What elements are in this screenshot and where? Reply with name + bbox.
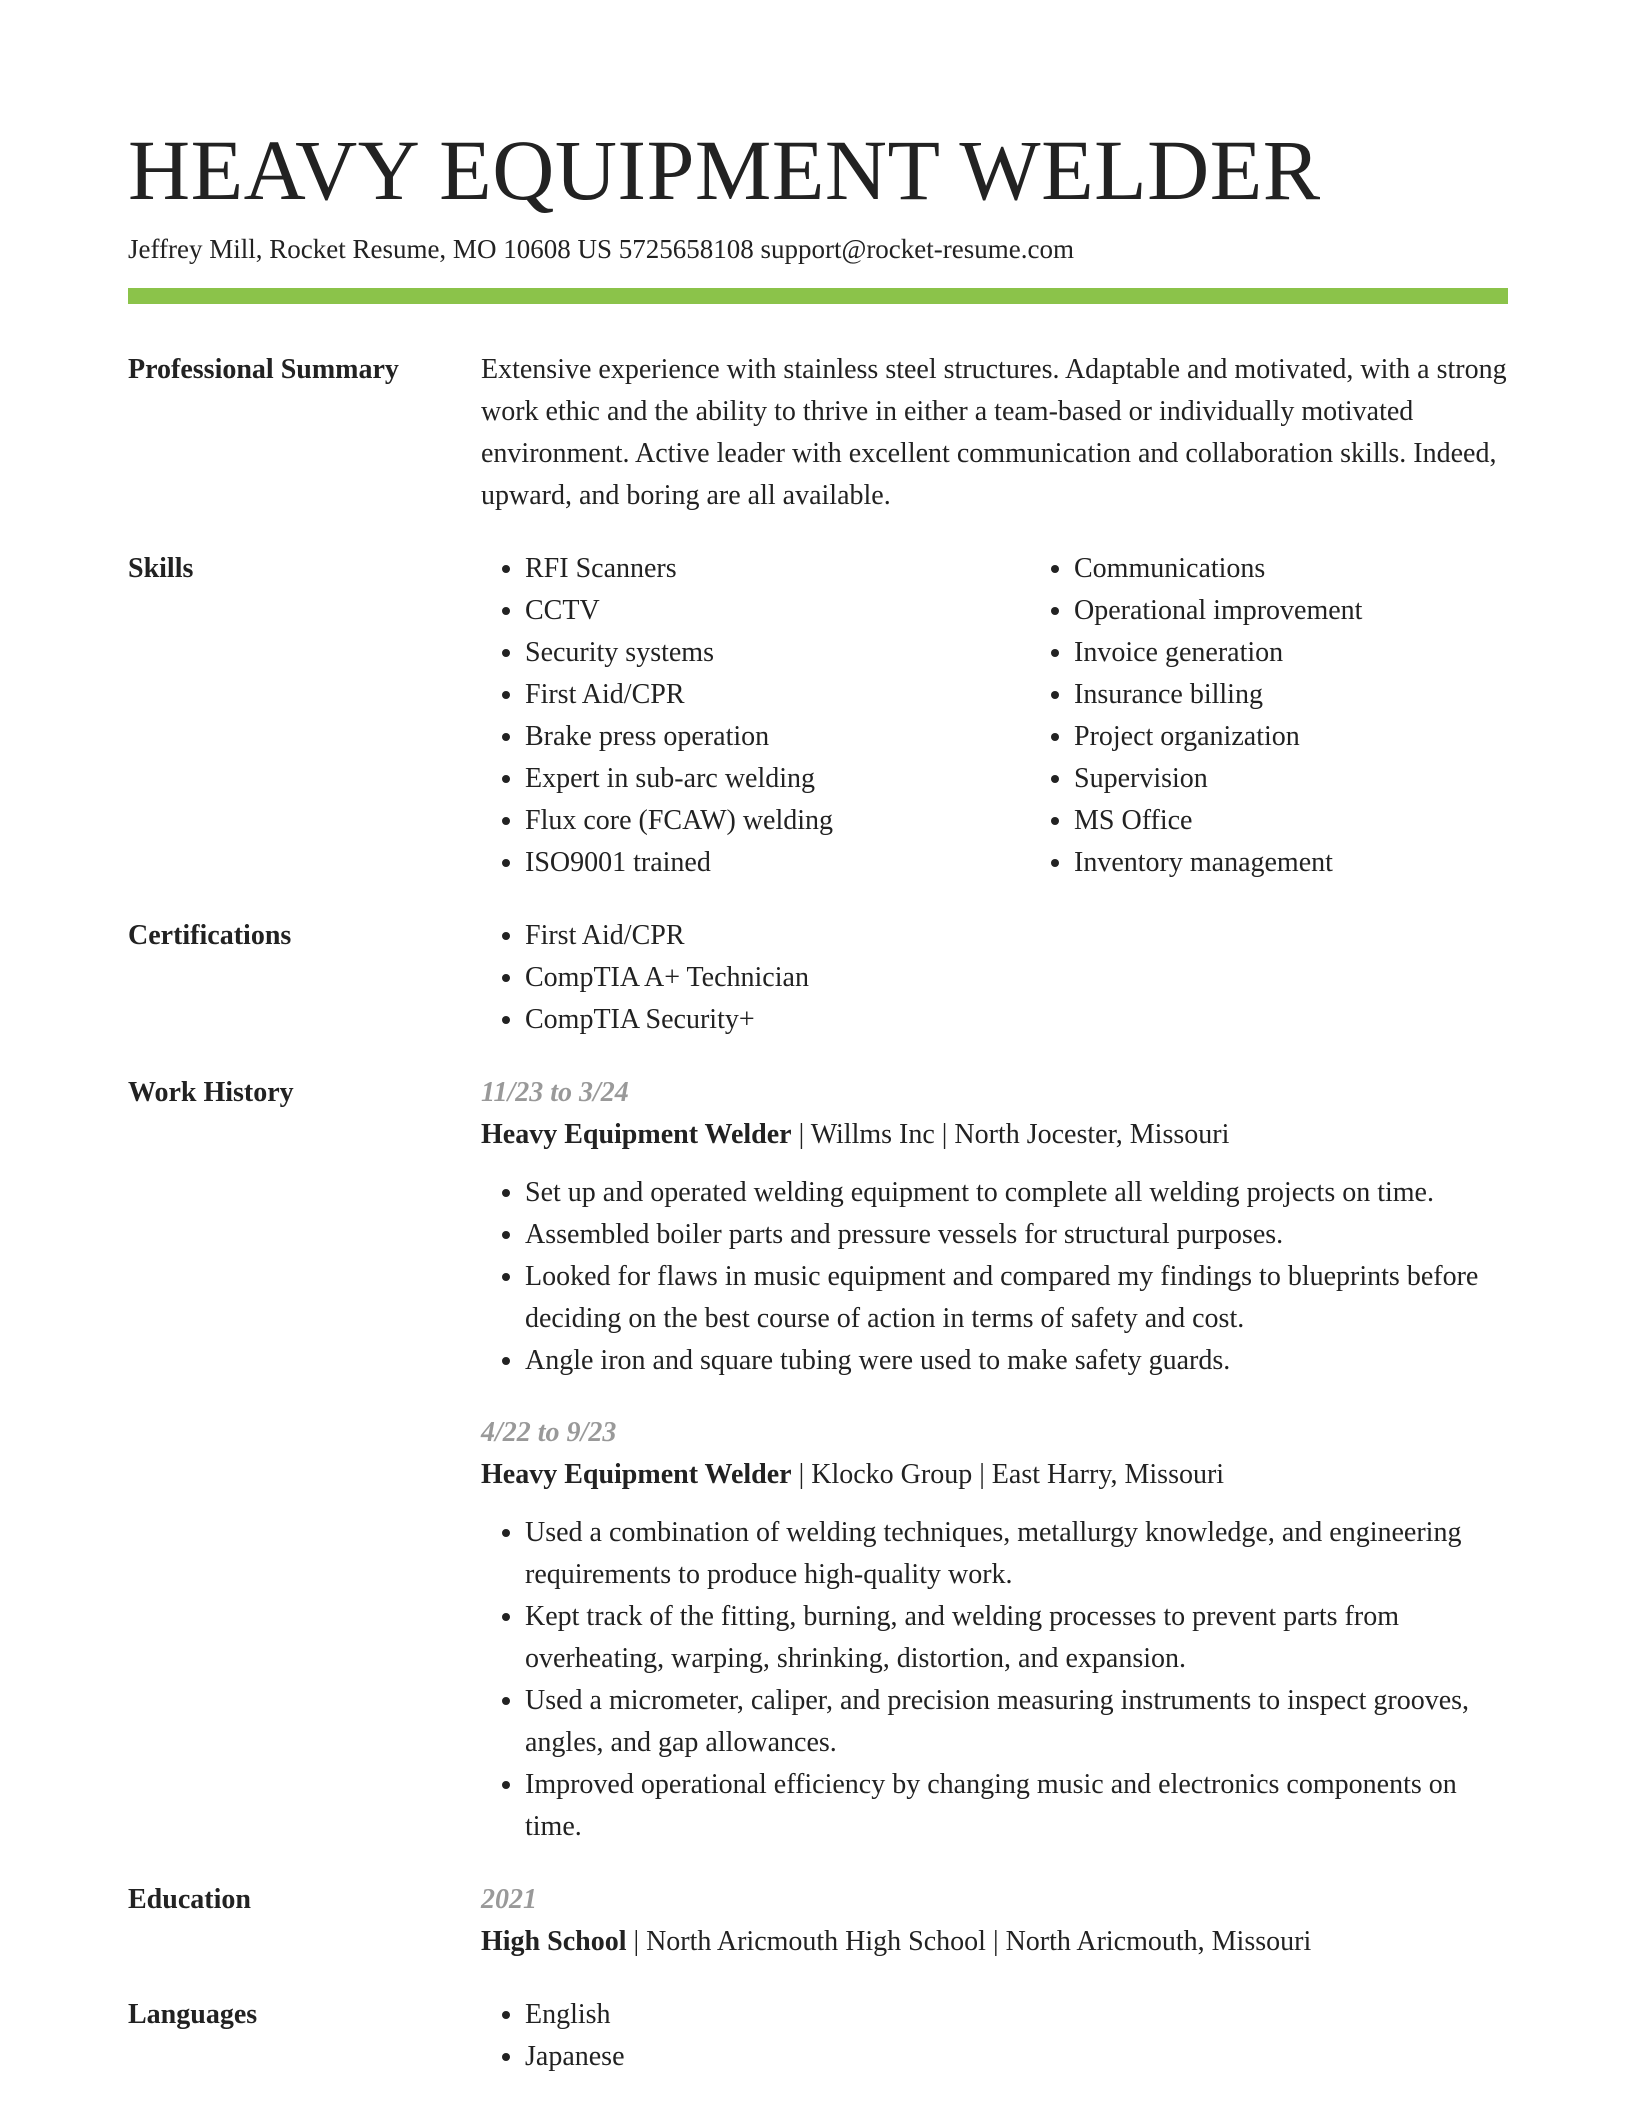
certifications-list xyxy=(481,915,1508,1041)
job-heading xyxy=(481,1454,1508,1496)
job-bullets xyxy=(481,1512,1508,1848)
job-heading xyxy=(481,1114,1508,1156)
resume-page xyxy=(128,120,1508,2078)
section-label-certifications: Certifications xyxy=(128,920,292,951)
certification-item: • CompTIA A+ Technician xyxy=(525,957,1508,999)
education-degree: High School xyxy=(481,1926,627,1957)
skill-item: • Communications xyxy=(1074,548,1579,590)
job-bullet: • Assembled boiler parts and pressure vessels for structural purposes. xyxy=(525,1214,1508,1256)
skills-column-2 xyxy=(1030,548,1579,884)
skill-item: • Expert in sub-arc welding xyxy=(525,758,1030,800)
job-entry xyxy=(481,1412,1508,1848)
job-dates: 4/22 to 9/23 xyxy=(481,1417,617,1448)
job-entry xyxy=(481,1072,1508,1382)
education-section xyxy=(128,1879,1508,1963)
job-bullet: • Used a micrometer, caliper, and precision measuring instruments to inspect grooves, angles, and gap allowances. xyxy=(525,1680,1508,1764)
work-entries xyxy=(481,1072,1508,1848)
education-entry xyxy=(481,1879,1508,1963)
skills-section xyxy=(128,548,1508,884)
section-label-work: Work History xyxy=(128,1077,294,1108)
skill-item: • ISO9001 trained xyxy=(525,842,1030,884)
language-item: • Japanese xyxy=(525,2036,1508,2078)
languages-section xyxy=(128,1994,1508,2078)
summary-text: Extensive experience with stainless steel structures. Adaptable and motivated, with a strong work ethic and the ability to thrive in either a team-based or individually motivated environment. Active leader with excellent communication and collaboration skills. Indeed, upward, and boring are all available. xyxy=(481,354,1507,511)
job-bullet: • Improved operational efficiency by changing music and electronics components on time. xyxy=(525,1764,1508,1848)
job-bullet: • Angle iron and square tubing were used to make safety guards. xyxy=(525,1340,1508,1382)
skill-item: • Security systems xyxy=(525,632,1030,674)
job-dates: 11/23 to 3/24 xyxy=(481,1077,629,1108)
section-label-languages: Languages xyxy=(128,1999,258,2030)
job-bullet: • Used a combination of welding techniques, metallurgy knowledge, and engineering requirements to produce high-quality work. xyxy=(525,1512,1508,1596)
skill-item: • Project organization xyxy=(1074,716,1579,758)
skill-item: • CCTV xyxy=(525,590,1030,632)
job-title: Heavy Equipment Welder xyxy=(481,1119,792,1150)
skill-item: • Supervision xyxy=(1074,758,1579,800)
skill-item: • Insurance billing xyxy=(1074,674,1579,716)
skill-item: • Flux core (FCAW) welding xyxy=(525,800,1030,842)
education-year: 2021 xyxy=(481,1884,537,1915)
skill-item: • MS Office xyxy=(1074,800,1579,842)
certification-item: • CompTIA Security+ xyxy=(525,999,1508,1041)
section-label-skills: Skills xyxy=(128,553,194,584)
skill-item: • Operational improvement xyxy=(1074,590,1579,632)
job-bullet: • Set up and operated welding equipment to complete all welding projects on time. xyxy=(525,1172,1508,1214)
languages-list xyxy=(481,1994,1508,2078)
contact-line: Jeffrey Mill, Rocket Resume, MO 10608 US 5725658108 support@rocket-resume.com xyxy=(128,234,1074,264)
work-section xyxy=(128,1072,1508,1848)
skill-item: • RFI Scanners xyxy=(525,548,1030,590)
section-label-summary: Professional Summary xyxy=(128,354,399,385)
job-bullets xyxy=(481,1172,1508,1382)
certifications-section xyxy=(128,915,1508,1041)
job-details: | Klocko Group | East Harry, Missouri xyxy=(791,1459,1225,1490)
language-item: • English xyxy=(525,1994,1508,2036)
skills-grid xyxy=(481,548,1579,884)
skills-column-1 xyxy=(481,548,1030,884)
section-label-education: Education xyxy=(128,1884,251,1915)
job-bullet: • Looked for flaws in music equipment and compared my findings to blueprints before deciding on the best course of action in terms of safety and cost. xyxy=(525,1256,1508,1340)
skill-item: • Invoice generation xyxy=(1074,632,1579,674)
header-divider xyxy=(128,288,1508,304)
skill-item: • First Aid/CPR xyxy=(525,674,1030,716)
summary-section xyxy=(128,349,1508,517)
education-details: | North Aricmouth High School | North Aricmouth, Missouri xyxy=(626,1926,1312,1957)
job-title: Heavy Equipment Welder xyxy=(481,1459,792,1490)
skill-item: • Brake press operation xyxy=(525,716,1030,758)
resume-title: HEAVY EQUIPMENT WELDER xyxy=(128,122,1321,218)
certification-item: • First Aid/CPR xyxy=(525,915,1508,957)
job-bullet: • Kept track of the fitting, burning, and welding processes to prevent parts from overheating, warping, shrinking, distortion, and expansion. xyxy=(525,1596,1508,1680)
skill-item: • Inventory management xyxy=(1074,842,1579,884)
job-details: | Willms Inc | North Jocester, Missouri xyxy=(791,1119,1230,1150)
education-heading xyxy=(481,1921,1508,1963)
